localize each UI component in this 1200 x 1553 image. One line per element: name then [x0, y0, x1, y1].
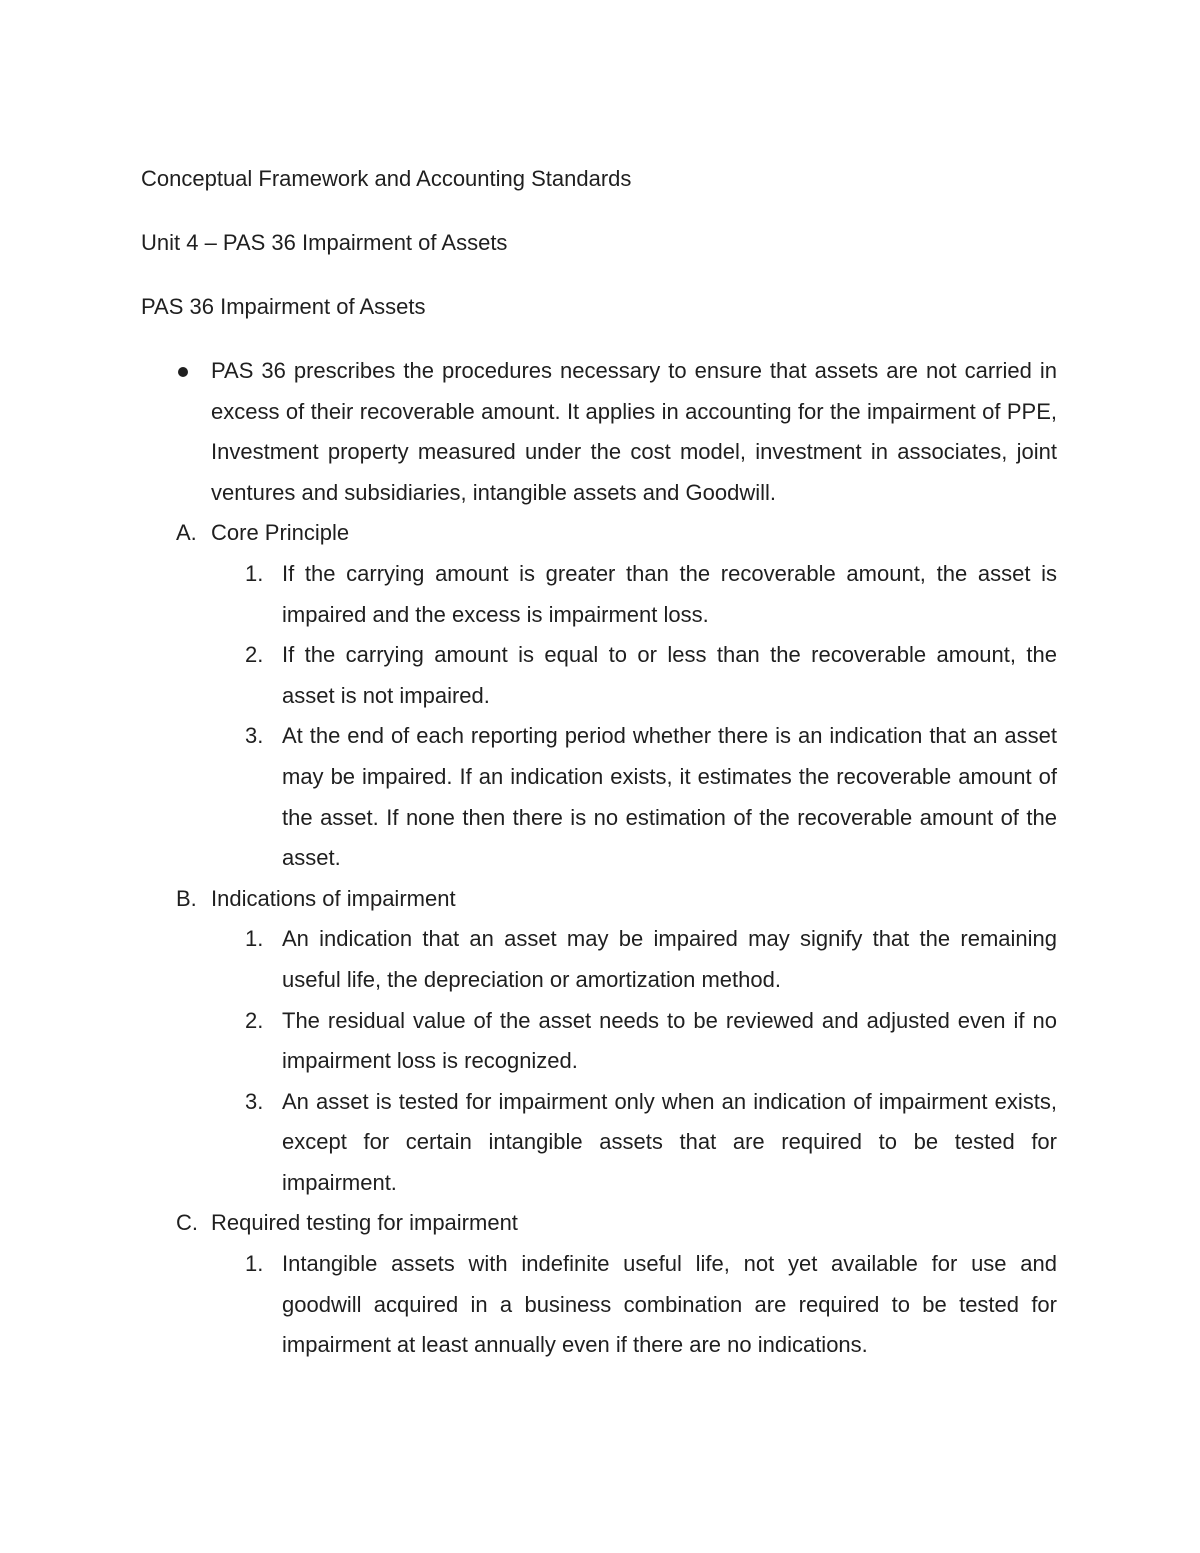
- section-heading-a: [0, 513, 1200, 554]
- intro-text: PAS 36 prescribes the procedures necessary to ensure that assets are not carried in excess of their recoverable amount. It applies in accounting for the impairment of PPE, Investment property measured under the cost model, investment in associates, joint ventures and subsidiaries, intangible assets and Goodwill.: [211, 358, 1057, 505]
- item-text: If the carrying amount is greater than the recoverable amount, the asset is impaired and the excess is impairment loss.: [282, 560, 1057, 627]
- item-number: 1.: [245, 926, 264, 952]
- list-item: [0, 1001, 1200, 1082]
- section-letter: C.: [176, 1210, 198, 1236]
- section-letter: B.: [176, 885, 197, 911]
- list-item: [0, 1082, 1200, 1204]
- bullet-icon: [178, 367, 188, 377]
- item-number: 3.: [245, 1088, 264, 1114]
- item-number: 1.: [245, 560, 264, 586]
- item-number: 2.: [245, 642, 264, 668]
- unit-title: Unit 4 – PAS 36 Impairment of Assets: [141, 230, 508, 255]
- item-number: 1.: [245, 1251, 264, 1277]
- list-item: [0, 919, 1200, 1000]
- item-text: An asset is tested for impairment only when an indication of impairment exists, except for certain intangible assets that are required to be tested for impairment.: [282, 1088, 1057, 1195]
- item-text: The residual value of the asset needs to be reviewed and adjusted even if no impairment loss is recognized.: [282, 1007, 1057, 1074]
- item-text: At the end of each reporting period whether there is an indication that an asset may be impaired. If an indication exists, it estimates the recoverable amount of the asset. If none then there is no estimation of the recoverable amount of the asset.: [282, 723, 1057, 871]
- item-text: Intangible assets with indefinite useful life, not yet available for use and goodwill acquired in a business combination are required to be tested for impairment at least annually even if there are no indications.: [282, 1251, 1057, 1358]
- list-item: [0, 554, 1200, 635]
- course-title: Conceptual Framework and Accounting Standards: [141, 166, 632, 191]
- list-item: [0, 716, 1200, 878]
- section-title: Required testing for impairment: [211, 1210, 518, 1236]
- intro-bullet-item: [0, 351, 1200, 513]
- section-heading-b: [0, 879, 1200, 920]
- section-title: Indications of impairment: [211, 885, 456, 911]
- section-heading-c: [0, 1203, 1200, 1244]
- list-item: [0, 1244, 1200, 1366]
- item-text: If the carrying amount is equal to or less than the recoverable amount, the asset is not impaired.: [282, 642, 1057, 708]
- content-list: [0, 351, 1200, 1366]
- section-letter: A.: [176, 520, 197, 546]
- item-number: 2.: [245, 1007, 264, 1033]
- list-item: [0, 635, 1200, 716]
- section-title: Core Principle: [211, 520, 350, 546]
- topic-title: PAS 36 Impairment of Assets: [141, 294, 426, 319]
- item-number: 3.: [245, 723, 264, 749]
- item-text: An indication that an asset may be impaired may signify that the remaining useful life, the depreciation or amortization method.: [282, 926, 1057, 992]
